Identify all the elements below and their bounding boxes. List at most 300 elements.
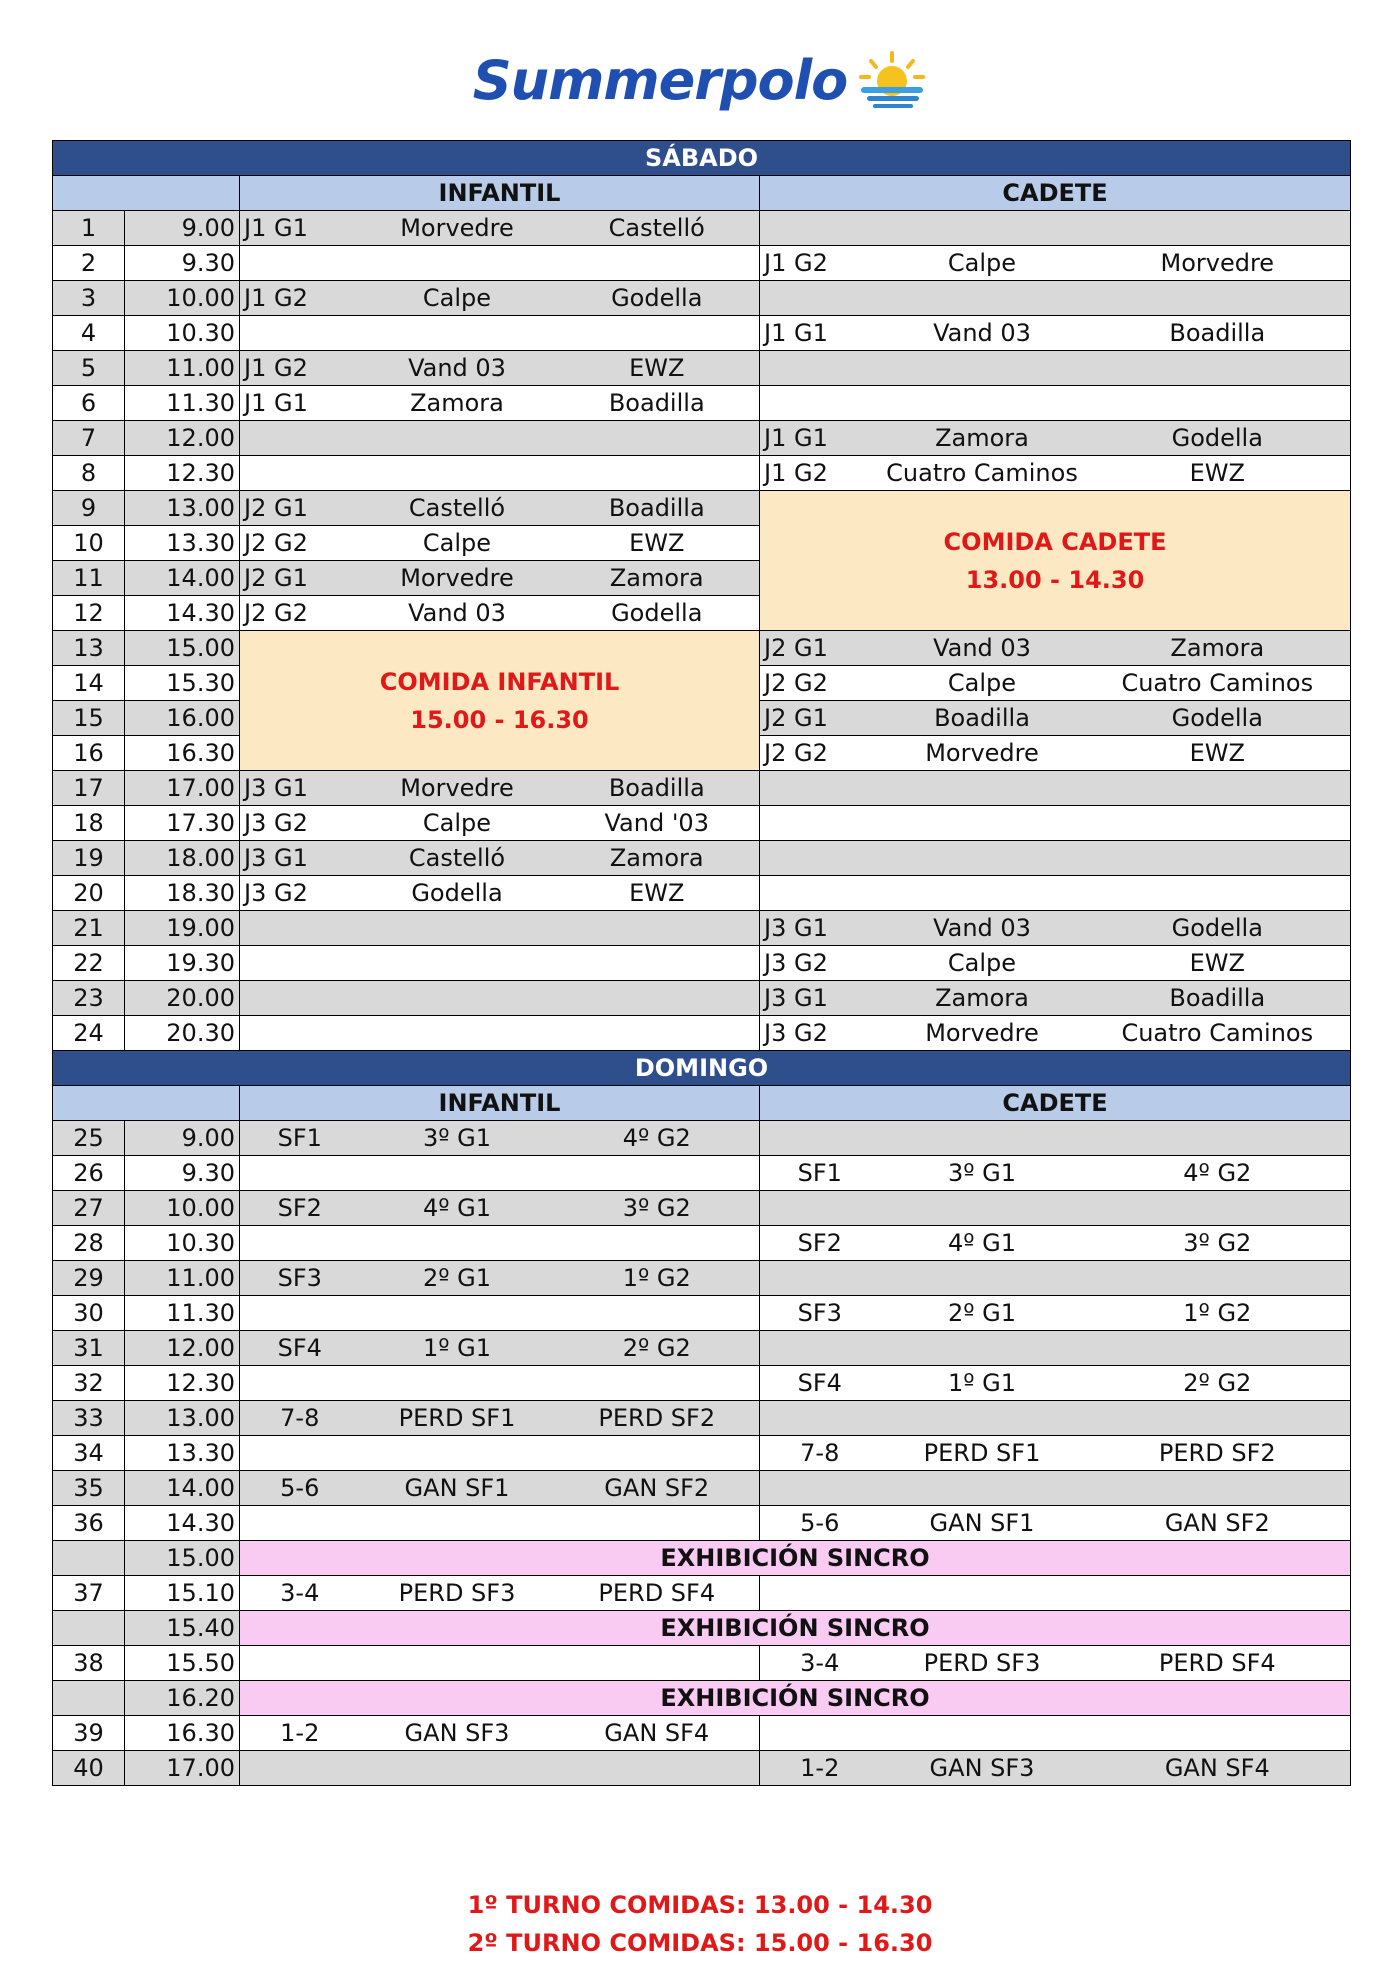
match-number: 14: [53, 666, 125, 701]
match-code: J2 G2: [240, 526, 360, 561]
schedule-row: [53, 1016, 1351, 1051]
match-number: 3: [53, 281, 125, 316]
match-time: 10.00: [125, 281, 240, 316]
schedule-row: [53, 1331, 1351, 1366]
match-number: 9: [53, 491, 125, 526]
match-number: 7: [53, 421, 125, 456]
match-time: 15.00: [125, 631, 240, 666]
match-number: [53, 1681, 125, 1716]
match-number: 38: [53, 1646, 125, 1681]
match-number: 32: [53, 1366, 125, 1401]
match-code: SF3: [760, 1296, 880, 1331]
team-home: PERD SF1: [880, 1436, 1085, 1471]
team-away: Boadilla: [555, 771, 760, 806]
match-code: J2 G1: [240, 491, 360, 526]
team-home: Zamora: [880, 981, 1085, 1016]
match-number: 30: [53, 1296, 125, 1331]
logo-text: Summerpolo: [472, 48, 848, 112]
match-code: J2 G1: [240, 561, 360, 596]
team-home: Morvedre: [880, 736, 1085, 771]
match-code: J1 G2: [240, 281, 360, 316]
meal-label: COMIDA INFANTIL: [379, 667, 620, 696]
empty-slot-infantil: [240, 456, 760, 491]
team-away: EWZ: [1085, 946, 1351, 981]
match-code: 3-4: [240, 1576, 360, 1611]
match-time: 9.30: [125, 246, 240, 281]
match-time: 11.30: [125, 1296, 240, 1331]
match-time: 18.30: [125, 876, 240, 911]
match-number: 35: [53, 1471, 125, 1506]
team-home: Zamora: [360, 386, 555, 421]
team-home: Morvedre: [360, 561, 555, 596]
match-number: 18: [53, 806, 125, 841]
match-number: 6: [53, 386, 125, 421]
match-time: 15.10: [125, 1576, 240, 1611]
match-code: J3 G1: [240, 841, 360, 876]
match-number: 40: [53, 1751, 125, 1786]
match-time: 15.40: [125, 1611, 240, 1646]
match-code: J3 G1: [760, 981, 880, 1016]
day-header-row: [53, 1051, 1351, 1086]
team-home: Calpe: [880, 246, 1085, 281]
team-home: GAN SF3: [880, 1751, 1085, 1786]
team-home: Vand 03: [880, 316, 1085, 351]
match-code: 3-4: [760, 1646, 880, 1681]
empty-slot-cadete: [760, 1121, 1351, 1156]
match-code: J2 G2: [760, 736, 880, 771]
schedule-row: [53, 771, 1351, 806]
match-code: SF1: [760, 1156, 880, 1191]
team-away: 2º G2: [555, 1331, 760, 1366]
category-header-row: [53, 176, 1351, 211]
team-away: 3º G2: [1085, 1226, 1351, 1261]
empty-slot-cadete: [760, 1471, 1351, 1506]
empty-slot-cadete: [760, 806, 1351, 841]
schedule-row: [53, 981, 1351, 1016]
match-code: 7-8: [760, 1436, 880, 1471]
match-number: 28: [53, 1226, 125, 1261]
match-code: J3 G1: [240, 771, 360, 806]
match-code: J1 G2: [760, 246, 880, 281]
schedule-row: [53, 1646, 1351, 1681]
schedule-table: [52, 140, 1351, 1786]
match-time: 10.00: [125, 1191, 240, 1226]
match-time: 11.00: [125, 351, 240, 386]
match-number: 25: [53, 1121, 125, 1156]
empty-slot-cadete: [760, 1576, 1351, 1611]
match-number: 12: [53, 596, 125, 631]
match-time: 16.00: [125, 701, 240, 736]
team-away: PERD SF4: [1085, 1646, 1351, 1681]
team-home: Vand 03: [360, 596, 555, 631]
match-time: 17.00: [125, 1751, 240, 1786]
team-home: 2º G1: [360, 1261, 555, 1296]
match-code: J3 G1: [760, 911, 880, 946]
schedule-row: [53, 911, 1351, 946]
match-number: 26: [53, 1156, 125, 1191]
match-time: 12.30: [125, 456, 240, 491]
sun-icon: [857, 49, 927, 111]
schedule-row: [53, 631, 1351, 666]
meal-turn-1: 1º TURNO COMIDAS: 13.00 - 14.30: [467, 1891, 933, 1919]
schedule-row: [53, 246, 1351, 281]
match-time: 13.30: [125, 526, 240, 561]
match-number: [53, 1541, 125, 1576]
schedule-row: [53, 876, 1351, 911]
team-home: PERD SF1: [360, 1401, 555, 1436]
empty-slot-infantil: [240, 946, 760, 981]
team-home: PERD SF3: [880, 1646, 1085, 1681]
match-number: 17: [53, 771, 125, 806]
empty-slot-infantil: [240, 1296, 760, 1331]
match-time: 19.30: [125, 946, 240, 981]
match-code: SF4: [240, 1331, 360, 1366]
category-header-cadete: CADETE: [760, 176, 1351, 211]
match-time: 13.00: [125, 1401, 240, 1436]
match-code: J1 G2: [760, 456, 880, 491]
match-code: J2 G1: [760, 631, 880, 666]
match-number: 8: [53, 456, 125, 491]
day-header: SÁBADO: [53, 141, 1351, 176]
team-home: Castelló: [360, 491, 555, 526]
team-away: EWZ: [555, 876, 760, 911]
match-number: 1: [53, 211, 125, 246]
meal-block-cadete: [760, 491, 1351, 631]
match-number: 21: [53, 911, 125, 946]
empty-slot-cadete: [760, 386, 1351, 421]
match-code: J3 G2: [760, 946, 880, 981]
match-number: 20: [53, 876, 125, 911]
match-number: 2: [53, 246, 125, 281]
match-number: 33: [53, 1401, 125, 1436]
team-away: Cuatro Caminos: [1085, 666, 1351, 701]
team-home: 2º G1: [880, 1296, 1085, 1331]
team-away: EWZ: [1085, 456, 1351, 491]
match-code: SF1: [240, 1121, 360, 1156]
empty-slot-infantil: [240, 911, 760, 946]
schedule-row: [53, 1506, 1351, 1541]
team-home: Zamora: [880, 421, 1085, 456]
empty-slot-infantil: [240, 1751, 760, 1786]
match-code: 1-2: [760, 1751, 880, 1786]
match-number: 39: [53, 1716, 125, 1751]
team-home: Vand 03: [880, 911, 1085, 946]
meal-turns-notes: [0, 1886, 1400, 1962]
match-time: 13.00: [125, 491, 240, 526]
match-time: 12.30: [125, 1366, 240, 1401]
empty-slot-cadete: [760, 771, 1351, 806]
team-away: GAN SF4: [555, 1716, 760, 1751]
match-time: 18.00: [125, 841, 240, 876]
match-time: 14.00: [125, 1471, 240, 1506]
match-number: 29: [53, 1261, 125, 1296]
match-code: J3 G2: [240, 806, 360, 841]
sincro-exhibition: EXHIBICIÓN SINCRO: [240, 1681, 1351, 1716]
team-home: Godella: [360, 876, 555, 911]
match-time: 9.00: [125, 211, 240, 246]
team-away: Boadilla: [1085, 316, 1351, 351]
empty-slot-infantil: [240, 1226, 760, 1261]
logo: [0, 40, 1400, 120]
day-header: DOMINGO: [53, 1051, 1351, 1086]
team-home: GAN SF3: [360, 1716, 555, 1751]
match-number: 16: [53, 736, 125, 771]
empty-slot-infantil: [240, 981, 760, 1016]
team-home: 4º G1: [360, 1191, 555, 1226]
team-away: GAN SF2: [555, 1471, 760, 1506]
match-code: J2 G1: [760, 701, 880, 736]
schedule-row: [53, 1716, 1351, 1751]
team-away: Boadilla: [555, 491, 760, 526]
match-time: 19.00: [125, 911, 240, 946]
schedule-row: [53, 1681, 1351, 1716]
team-away: 2º G2: [1085, 1366, 1351, 1401]
team-home: 4º G1: [880, 1226, 1085, 1261]
team-away: Zamora: [1085, 631, 1351, 666]
category-header-blank: [53, 1086, 240, 1121]
team-away: Morvedre: [1085, 246, 1351, 281]
match-number: [53, 1611, 125, 1646]
match-code: J1 G1: [760, 316, 880, 351]
team-away: EWZ: [1085, 736, 1351, 771]
category-header-row: [53, 1086, 1351, 1121]
sincro-exhibition: EXHIBICIÓN SINCRO: [240, 1541, 1351, 1576]
match-number: 36: [53, 1506, 125, 1541]
match-time: 15.50: [125, 1646, 240, 1681]
empty-slot-infantil: [240, 1366, 760, 1401]
empty-slot-cadete: [760, 841, 1351, 876]
team-home: Calpe: [880, 946, 1085, 981]
team-home: 1º G1: [880, 1366, 1085, 1401]
team-away: 1º G2: [1085, 1296, 1351, 1331]
team-away: Boadilla: [1085, 981, 1351, 1016]
empty-slot-cadete: [760, 876, 1351, 911]
match-number: 34: [53, 1436, 125, 1471]
empty-slot-cadete: [760, 1716, 1351, 1751]
team-away: Zamora: [555, 841, 760, 876]
team-away: Vand '03: [555, 806, 760, 841]
team-home: GAN SF1: [880, 1506, 1085, 1541]
schedule-row: [53, 1541, 1351, 1576]
match-code: SF2: [760, 1226, 880, 1261]
empty-slot-infantil: [240, 421, 760, 456]
team-home: Calpe: [360, 526, 555, 561]
team-away: Godella: [555, 596, 760, 631]
schedule-row: [53, 1436, 1351, 1471]
match-time: 12.00: [125, 421, 240, 456]
match-time: 20.30: [125, 1016, 240, 1051]
team-away: 4º G2: [555, 1121, 760, 1156]
match-time: 11.00: [125, 1261, 240, 1296]
schedule-row: [53, 1366, 1351, 1401]
match-time: 14.30: [125, 596, 240, 631]
match-time: 17.00: [125, 771, 240, 806]
team-home: Morvedre: [360, 771, 555, 806]
match-code: J2 G2: [240, 596, 360, 631]
team-away: EWZ: [555, 526, 760, 561]
empty-slot-infantil: [240, 1016, 760, 1051]
team-away: 4º G2: [1085, 1156, 1351, 1191]
meal-time: 13.00 - 14.30: [965, 565, 1145, 594]
empty-slot-infantil: [240, 316, 760, 351]
schedule-row: [53, 1261, 1351, 1296]
team-away: PERD SF2: [555, 1401, 760, 1436]
match-code: J1 G1: [760, 421, 880, 456]
schedule-row: [53, 1611, 1351, 1646]
match-code: J1 G2: [240, 351, 360, 386]
empty-slot-cadete: [760, 351, 1351, 386]
team-away: Godella: [1085, 421, 1351, 456]
team-home: 1º G1: [360, 1331, 555, 1366]
match-number: 24: [53, 1016, 125, 1051]
schedule-row: [53, 491, 1351, 526]
team-home: 3º G1: [880, 1156, 1085, 1191]
empty-slot-cadete: [760, 211, 1351, 246]
schedule-row: [53, 351, 1351, 386]
team-away: Godella: [1085, 701, 1351, 736]
match-code: SF3: [240, 1261, 360, 1296]
match-number: 37: [53, 1576, 125, 1611]
team-home: Castelló: [360, 841, 555, 876]
schedule-row: [53, 211, 1351, 246]
team-away: Boadilla: [555, 386, 760, 421]
schedule-row: [53, 1191, 1351, 1226]
team-away: GAN SF2: [1085, 1506, 1351, 1541]
category-header-infantil: INFANTIL: [240, 1086, 760, 1121]
match-time: 13.30: [125, 1436, 240, 1471]
match-time: 12.00: [125, 1331, 240, 1366]
schedule-row: [53, 456, 1351, 491]
match-number: 22: [53, 946, 125, 981]
match-time: 15.00: [125, 1541, 240, 1576]
schedule-row: [53, 386, 1351, 421]
match-code: J3 G2: [760, 1016, 880, 1051]
team-home: GAN SF1: [360, 1471, 555, 1506]
match-number: 23: [53, 981, 125, 1016]
team-away: PERD SF4: [555, 1576, 760, 1611]
empty-slot-cadete: [760, 1331, 1351, 1366]
team-home: Vand 03: [360, 351, 555, 386]
sincro-exhibition: EXHIBICIÓN SINCRO: [240, 1611, 1351, 1646]
team-away: GAN SF4: [1085, 1751, 1351, 1786]
match-code: 5-6: [760, 1506, 880, 1541]
match-time: 16.30: [125, 736, 240, 771]
match-code: SF2: [240, 1191, 360, 1226]
match-number: 13: [53, 631, 125, 666]
category-header-infantil: INFANTIL: [240, 176, 760, 211]
empty-slot-infantil: [240, 1506, 760, 1541]
schedule-row: [53, 281, 1351, 316]
match-time: 10.30: [125, 316, 240, 351]
team-away: 3º G2: [555, 1191, 760, 1226]
match-code: 7-8: [240, 1401, 360, 1436]
empty-slot-infantil: [240, 1646, 760, 1681]
category-header-cadete: CADETE: [760, 1086, 1351, 1121]
match-number: 31: [53, 1331, 125, 1366]
meal-time: 15.00 - 16.30: [410, 705, 589, 734]
empty-slot-cadete: [760, 281, 1351, 316]
match-code: 1-2: [240, 1716, 360, 1751]
empty-slot-cadete: [760, 1401, 1351, 1436]
team-away: Cuatro Caminos: [1085, 1016, 1351, 1051]
day-header-row: [53, 141, 1351, 176]
schedule-row: [53, 841, 1351, 876]
meal-block-infantil: [240, 631, 760, 771]
match-number: 11: [53, 561, 125, 596]
schedule-row: [53, 421, 1351, 456]
match-time: 20.00: [125, 981, 240, 1016]
category-header-blank: [53, 176, 240, 211]
team-away: 1º G2: [555, 1261, 760, 1296]
match-code: J1 G1: [240, 386, 360, 421]
schedule-row: [53, 946, 1351, 981]
schedule-row: [53, 1401, 1351, 1436]
schedule-row: [53, 1296, 1351, 1331]
team-away: Zamora: [555, 561, 760, 596]
match-number: 15: [53, 701, 125, 736]
team-home: Morvedre: [880, 1016, 1085, 1051]
match-time: 10.30: [125, 1226, 240, 1261]
team-home: Cuatro Caminos: [880, 456, 1085, 491]
match-time: 9.30: [125, 1156, 240, 1191]
team-home: Calpe: [880, 666, 1085, 701]
team-home: Vand 03: [880, 631, 1085, 666]
match-number: 10: [53, 526, 125, 561]
schedule-row: [53, 1576, 1351, 1611]
team-home: PERD SF3: [360, 1576, 555, 1611]
team-away: Castelló: [555, 211, 760, 246]
match-number: 27: [53, 1191, 125, 1226]
team-home: Calpe: [360, 281, 555, 316]
match-code: 5-6: [240, 1471, 360, 1506]
match-number: 4: [53, 316, 125, 351]
team-home: Boadilla: [880, 701, 1085, 736]
match-code: J2 G2: [760, 666, 880, 701]
team-home: 3º G1: [360, 1121, 555, 1156]
schedule-row: [53, 1226, 1351, 1261]
match-time: 14.30: [125, 1506, 240, 1541]
schedule-row: [53, 1156, 1351, 1191]
match-time: 14.00: [125, 561, 240, 596]
match-time: 16.20: [125, 1681, 240, 1716]
match-number: 19: [53, 841, 125, 876]
schedule-row: [53, 1751, 1351, 1786]
team-home: Morvedre: [360, 211, 555, 246]
empty-slot-infantil: [240, 246, 760, 281]
match-code: J1 G1: [240, 211, 360, 246]
schedule-row: [53, 1471, 1351, 1506]
match-time: 15.30: [125, 666, 240, 701]
match-time: 17.30: [125, 806, 240, 841]
schedule-row: [53, 316, 1351, 351]
team-away: PERD SF2: [1085, 1436, 1351, 1471]
team-home: Calpe: [360, 806, 555, 841]
meal-turn-2: 2º TURNO COMIDAS: 15.00 - 16.30: [467, 1929, 933, 1957]
schedule-row: [53, 806, 1351, 841]
meal-label: COMIDA CADETE: [943, 527, 1167, 556]
team-away: Godella: [555, 281, 760, 316]
match-time: 9.00: [125, 1121, 240, 1156]
match-number: 5: [53, 351, 125, 386]
schedule-row: [53, 1121, 1351, 1156]
empty-slot-cadete: [760, 1261, 1351, 1296]
empty-slot-infantil: [240, 1156, 760, 1191]
empty-slot-infantil: [240, 1436, 760, 1471]
team-away: Godella: [1085, 911, 1351, 946]
match-code: J3 G2: [240, 876, 360, 911]
team-away: EWZ: [555, 351, 760, 386]
empty-slot-cadete: [760, 1191, 1351, 1226]
